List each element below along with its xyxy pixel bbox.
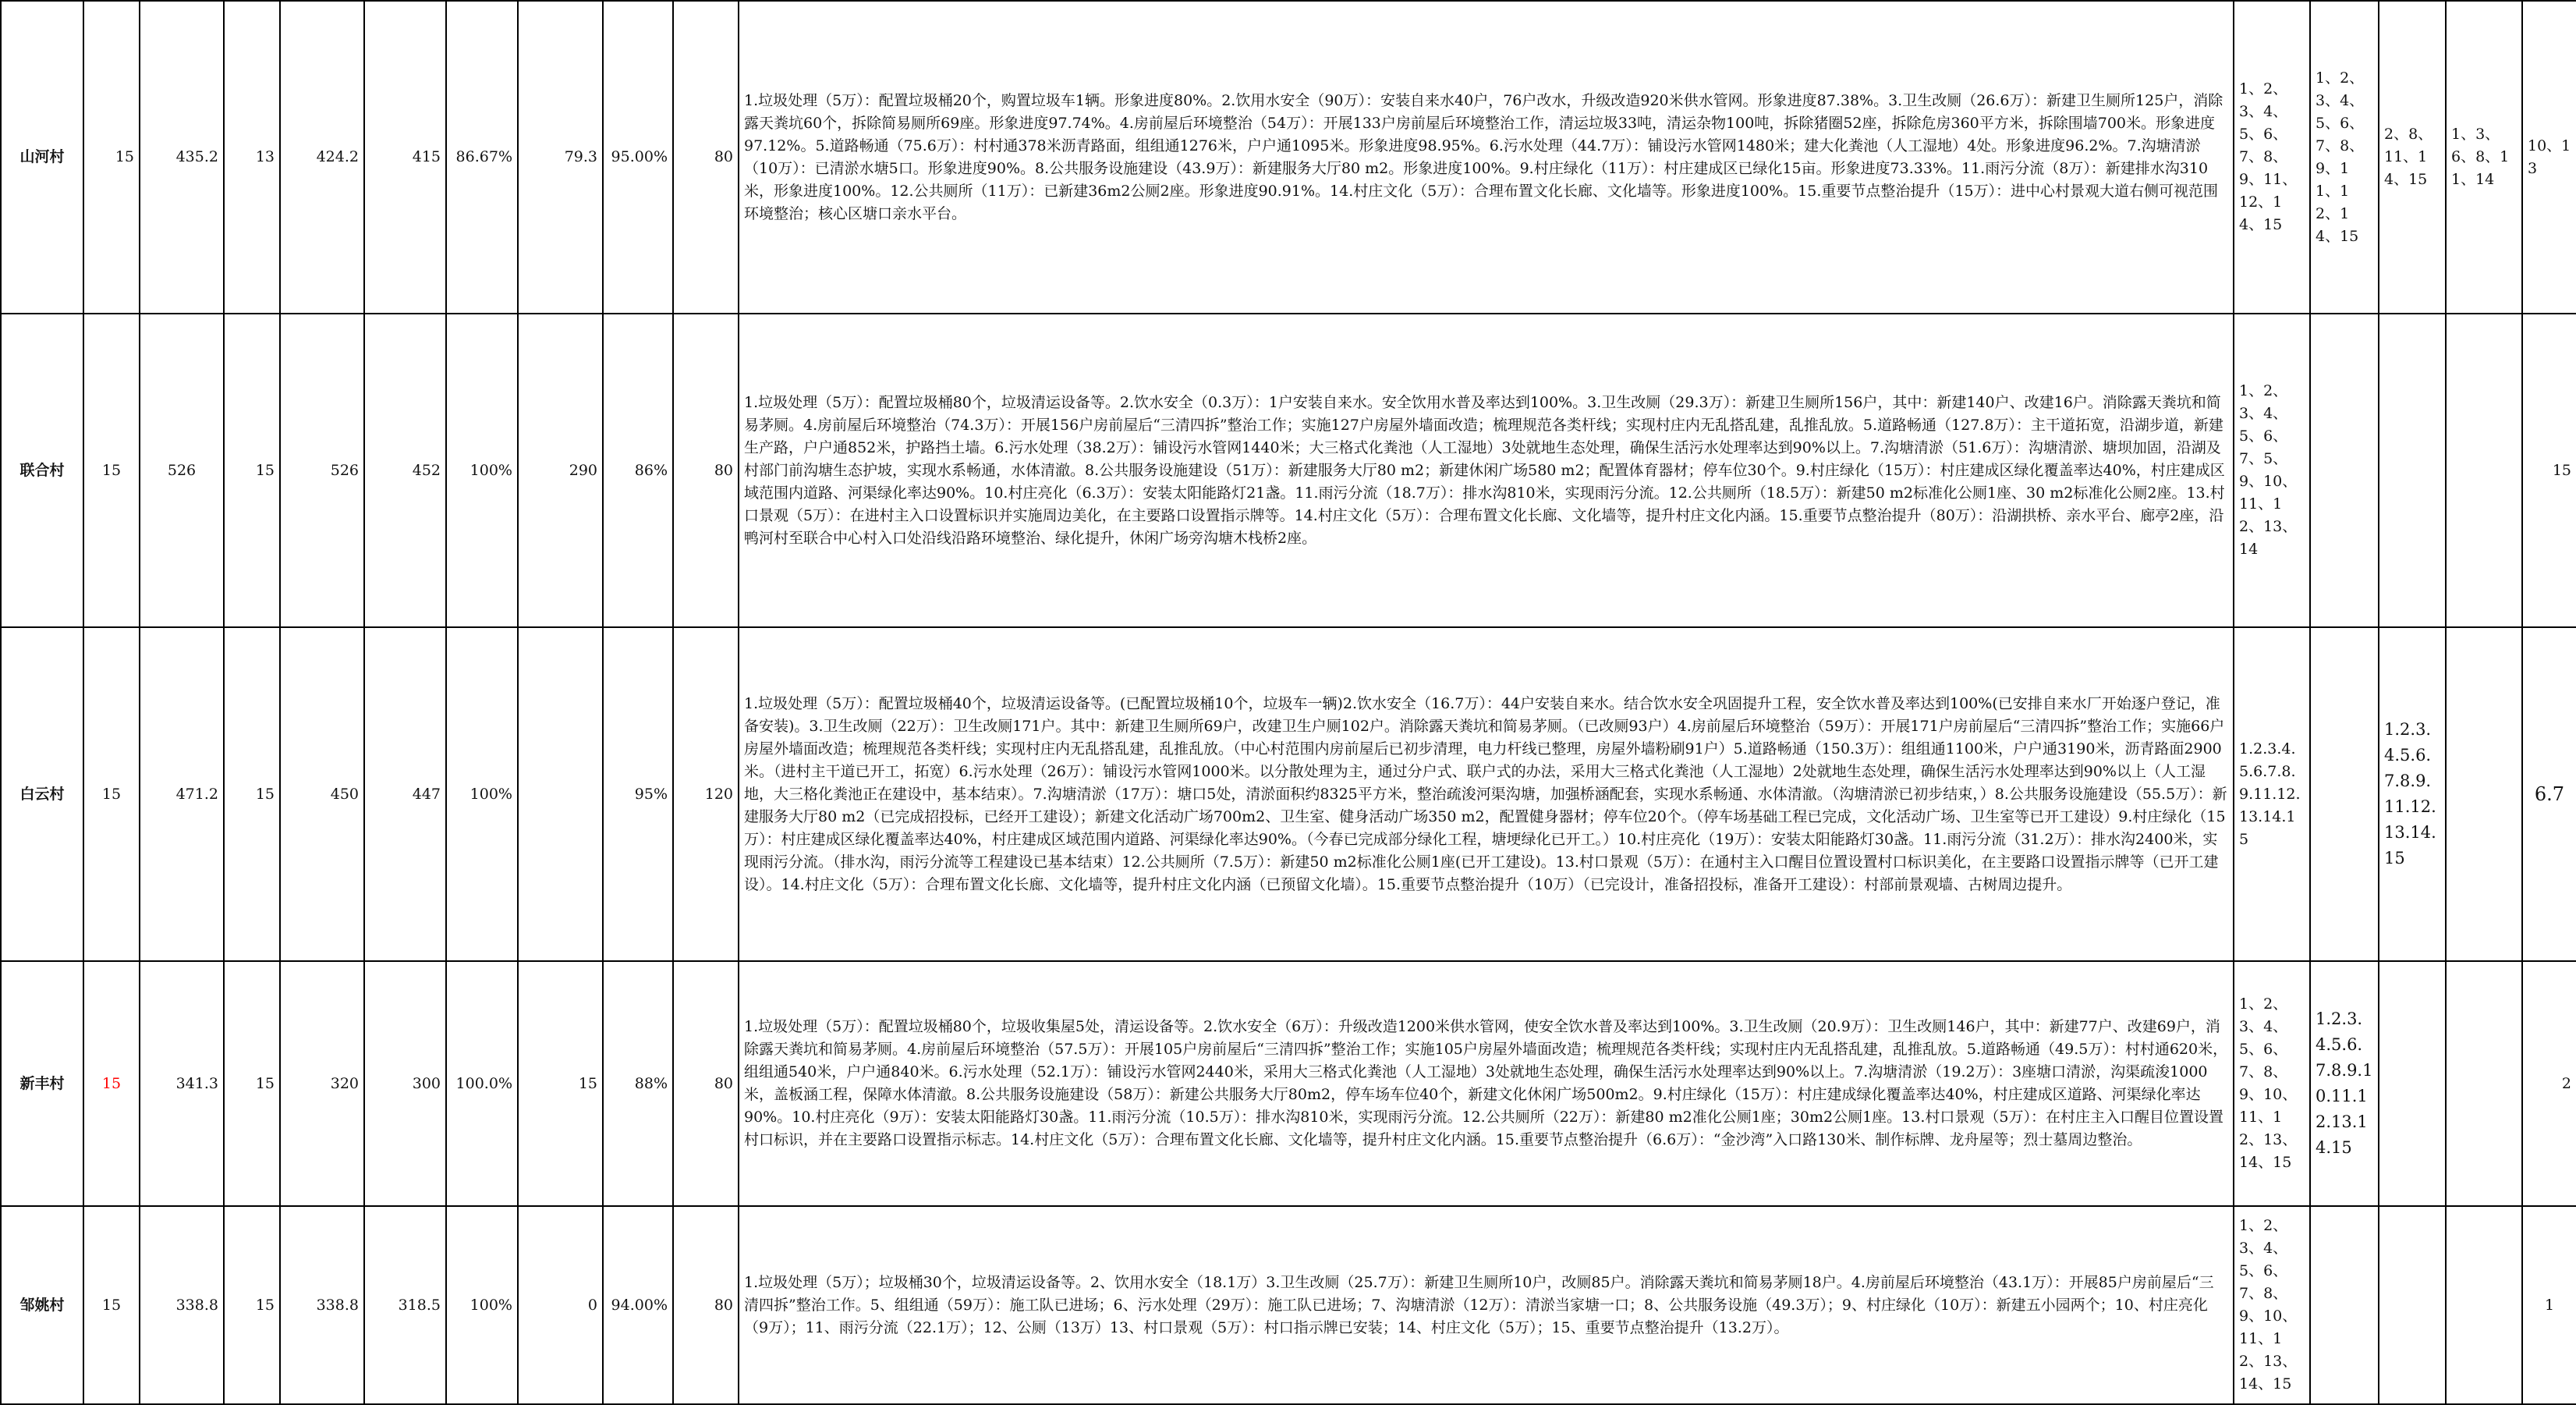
item-list: 1、3、6、8、11、14 <box>2446 1 2522 314</box>
item-list: 1、2、3、4、5、6、7、8、9、11、12、14、15 <box>2310 1 2379 314</box>
table-row <box>1 961 2576 1206</box>
cell-value: 526 <box>140 314 224 627</box>
cell-value: 80 <box>673 1 739 314</box>
village-name: 山河村 <box>1 1 83 314</box>
cell-value: 100% <box>446 1206 518 1404</box>
cell-value: 15 <box>83 1206 140 1404</box>
table-row <box>1 1206 2576 1404</box>
cell-value: 15 <box>518 961 603 1206</box>
project-detail: 1.垃圾处理（5万）：配置垃圾桶40个，垃圾清运设备等。(已配置垃圾桶10个，垃圾车一辆)2.饮水安全（16.7万）：44户安装自来水。结合饮水安全巩固提升工程，安全饮水普及率达到100%(已安排自来水厂开始逐户登记，准备安装)。3.卫生改厕（22万）：卫生改厕171户。其中：新建卫生厕所69户，改建卫生户厕102户。消除露天粪坑和简易茅厕。（已改厕93户）4.房前屋后环境整治（59万）：开展171户房前屋后“三清四拆”整治工作；实施66户房屋外墙面改造；梳理规范各类杆线；实现村庄内无乱搭乱建，乱推乱放。（中心村范围内房前屋后已初步清理，电力杆线已整理，房屋外墙粉刷91户）5.道路畅通（150.3万）：组组通1100米，户户通3190米，沥青路面2900米。（进村主干道已开工，拓宽）6.污水处理（26万）：铺设污水管网1000米。以分散处理为主，通过分户式、联户式的办法，采用大三格式化粪池（人工湿地）2处就地生态处理，确保生活污水处理率达到90%以上（人工湿地，大三格化粪池正在建设中，基本结束）。7.沟塘清淤（17万）：塘口5处，清淤面积约8325平方米，整治疏浚河渠沟塘，加强桥涵配套，实现水系畅通、水体清澈。（沟塘清淤已初步结束，）8.公共服务设施建设（55.5万）：新建服务大厅80 m2（已完成招投标，已经开工建设）；新建文化活动广场700m2、卫生室、健身活动广场350 m2，配置健身器材；停车位20个。（停车场基础工程已完成，文化活动广场、卫生室等已开工建设）9.村庄绿化（15万）：村庄建成区绿化覆盖率达40%，村庄建成区域范围内道路、河渠绿化率达90%。（今春已完成部分绿化工程，塘埂绿化已开工。）10.村庄亮化（19万）：安装太阳能路灯30盏。11.雨污分流（31.2万）：排水沟2400米，实现雨污分流。（排水沟，雨污分流等工程建设已基本结束）12.公共厕所（7.5万）：新建50 m2标准化公厕1座(已开工建设)。13.村口景观（5万）：在通村主入口醒目位置设置村口标识美化，在主要路口设置指示牌等（已开工建设）。14.村庄文化（5万）：合理布置文化长廊、文化墙等，提升村庄文化内涵（已预留文化墙）。15.重要节点整治提升（10万）（已完设计，准备招投标，准备开工建设）：村部前景观墙、古树周边提升。 <box>739 627 2234 961</box>
item-list <box>2446 961 2522 1206</box>
cell-value: 526 <box>280 314 364 627</box>
cell-value <box>518 627 603 961</box>
cell-value: 86% <box>603 314 673 627</box>
cell-value: 435.2 <box>140 1 224 314</box>
cell-value: 86.67% <box>446 1 518 314</box>
cell-value: 100% <box>446 627 518 961</box>
item-list: 10、13 <box>2522 1 2576 314</box>
item-list: 1.2.3.4.5.6.7.8.9.11.12.13.14.15 <box>2234 627 2310 961</box>
item-list: 6.7 <box>2522 627 2576 961</box>
cell-value: 13 <box>224 1 280 314</box>
cell-value: 95% <box>603 627 673 961</box>
item-list: 1 <box>2522 1206 2576 1404</box>
item-list <box>2310 314 2379 627</box>
table-row <box>1 627 2576 961</box>
cell-value: 80 <box>673 314 739 627</box>
cell-value: 15 <box>224 1206 280 1404</box>
table-row <box>1 314 2576 627</box>
item-list <box>2379 1206 2446 1404</box>
item-list <box>2310 627 2379 961</box>
village-name: 联合村 <box>1 314 83 627</box>
item-list <box>2446 1206 2522 1404</box>
cell-value: 100% <box>446 314 518 627</box>
item-list: 1、2、3、4、5、6、7、8、9、10、11、12、13、14、15 <box>2234 1206 2310 1404</box>
item-list <box>2446 314 2522 627</box>
cell-value-highlighted: 15 <box>83 961 140 1206</box>
cell-value: 120 <box>673 627 739 961</box>
cell-value: 80 <box>673 1206 739 1404</box>
item-list: 1.2.3.4.5.6.7.8.9.10.11.12.13.14.15 <box>2310 961 2379 1206</box>
item-list: 1、2、3、4、5、6、7、5、9、10、11、12、13、14 <box>2234 314 2310 627</box>
cell-value: 79.3 <box>518 1 603 314</box>
cell-value: 450 <box>280 627 364 961</box>
cell-value: 447 <box>364 627 446 961</box>
cell-value: 338.8 <box>140 1206 224 1404</box>
project-detail: 1.垃圾处理（5万）：配置垃圾桶20个，购置垃圾车1辆。形象进度80%。2.饮用水安全（90万）：安装自来水40户，76户改水，升级改造920米供水管网。形象进度87.38%。3.卫生改厕（26.6万）：新建卫生厕所125户，消除露天粪坑60个，拆除简易厕所69座。形象进度97.74%。4.房前屋后环境整治（54万）：开展133户房前屋后环境整治工作，清运垃圾33吨，清运杂物100吨，拆除猪圈52座，拆除危房360平方米，拆除围墙700米。形象进度97.12%。5.道路畅通（75.6万）：村村通378米沥青路面，组组通1276米，户户通1095米。形象进度98.95%。6.污水处理（44.7万）：铺设污水管网1480米；建大化粪池（人工湿地）4处。形象进度96.2%。7.沟塘清淤（10万）：已清淤水塘5口。形象进度90%。8.公共服务设施建设（43.9万）：新建服务大厅80 m2。形象进度100%。9.村庄绿化（11万）：村庄建成区已绿化15亩。形象进度73.33%。11.雨污分流（8万）：新建排水沟310米，形象进度100%。12.公共厕所（11万）：已新建36m2公厕2座。形象进度90.91%。14.村庄文化（5万）：合理布置文化长廊、文化墙等。形象进度100%。15.重要节点整治提升（15万）：进中心村景观大道右侧可视范围环境整治；核心区塘口亲水平台。 <box>739 1 2234 314</box>
item-list <box>2446 627 2522 961</box>
item-list: 15 <box>2522 314 2576 627</box>
cell-value: 341.3 <box>140 961 224 1206</box>
cell-value: 80 <box>673 961 739 1206</box>
project-detail: 1.垃圾处理（5万）：配置垃圾桶80个，垃圾清运设备等。2.饮水安全（0.3万）：1户安装自来水。安全饮用水普及率达到100%。3.卫生改厕（29.3万）：新建卫生厕所156户，其中：新建140户、改建16户。消除露天粪坑和简易茅厕。4.房前屋后环境整治（74.3万）：开展156户房前屋后“三清四拆”整治工作；实施127户房屋外墙面改造；梳理规范各类杆线；实现村庄内无乱搭乱建，乱推乱放。5.道路畅通（127.8万）：主干道拓宽，沿湖步道，新建生产路，户户通852米，护路挡土墙。6.污水处理（38.2万）：铺设污水管网1440米；大三格式化粪池（人工湿地）3处就地生态处理，确保生活污水处理率达到90%以上。7.沟塘清淤（51.6万）：沟塘清淤、塘坝加固，沿湖及村部门前沟塘生态护坡，实现水系畅通，水体清澈。8.公共服务设施建设（51万）：新建服务大厅80 m2；新建休闲广场580 m2；配置体育器材；停车位30个。9.村庄绿化（15万）：村庄建成区绿化覆盖率达40%，村庄建成区域范围内道路、河渠绿化率达90%。10.村庄亮化（6.3万）：安装太阳能路灯21盏。11.雨污分流（18.7万）：排水沟810米，实现雨污分流。12.公共厕所（18.5万）：新建50 m2标准化公厕1座、30 m2标准化公厕2座。13.村口景观（5万）：在进村主入口设置标识并实施周边美化，在主要路口设置指示牌等。14.村庄文化（5万）：合理布置文化长廊、文化墙等，提升村庄文化内涵。15.重要节点整治提升（80万）：沿湖拱桥、亲水平台、廊亭2座，沿鸭河村至联合中心村入口处沿线沿路环境整治、绿化提升，休闲广场旁沟塘木栈桥2座。 <box>739 314 2234 627</box>
item-list: 2、8、11、14、15 <box>2379 1 2446 314</box>
cell-value: 300 <box>364 961 446 1206</box>
cell-value: 0 <box>518 1206 603 1404</box>
project-detail: 1.垃圾处理（5万）：配置垃圾桶80个，垃圾收集屋5处，清运设备等。2.饮水安全（6万）：升级改造1200米供水管网，使安全饮水普及率达到100%。3.卫生改厕（20.9万）：卫生改厕146户，其中：新建77户、改建69户，消除露天粪坑和简易茅厕。4.房前屋后环境整治（57.5万）：开展105户房前屋后“三清四拆”整治工作；实施105户房屋外墙面改造；梳理规范各类杆线；实现村庄内无乱搭乱建，乱推乱放。5.道路畅通（49.5万）：村村通620米，组组通540米，户户通840米。6.污水处理（52.1万）：铺设污水管网2440米，采用大三格式化粪池（人工湿地）3处就地生态处理，确保生活污水处理率达到90%以上。7.沟塘清淤（19.2万）：3座塘口清淤，沟渠疏浚1000米，盖板涵工程，保障水体清澈。8.公共服务设施建设（58万）：新建公共服务大厅80m2，停车场车位40个，新建文化休闲广场500m2。9.村庄绿化（15万）：村庄建成绿化覆盖率达40%，村庄建成区道路、河渠绿化率达90%。10.村庄亮化（9万）：安装太阳能路灯30盏。11.雨污分流（10.5万）：排水沟810米，实现雨污分流。12.公共厕所（22万）：新建80 m2准化公厕1座；30m2公厕1座。13.村口景观（5万）：在村庄主入口醒目位置设置村口标识，并在主要路口设置指示标志。14.村庄文化（5万）：合理布置文化长廊、文化墙等，提升村庄文化内涵。15.重要节点整治提升（6.6万）：“金沙湾”入口路130米、制作标牌、龙舟屋等；烈士墓周边整治。 <box>739 961 2234 1206</box>
table-row <box>1 1 2576 314</box>
project-detail: 1.垃圾处理（5万）；垃圾桶30个，垃圾清运设备等。2、饮用水安全（18.1万）3.卫生改厕（25.7万）：新建卫生厕所10户，改厕85户。消除露天粪坑和简易茅厕18户。4.房前屋后环境整治（43.1万）：开展85户房前屋后“三清四拆”整治工作。5、组组通（59万）：施工队已进场；6、污水处理（29万）：施工队已进场；7、沟塘清淤（12万）：清淤当家塘一口；8、公共服务设施（49.3万）；9、村庄绿化（10万）：新建五小园两个；10、村庄亮化（9万）；11、雨污分流（22.1万）；12、公厕（13万）13、村口景观（5万）：村口指示牌已安装；14、村庄文化（5万）；15、重要节点整治提升（13.2万）。 <box>739 1206 2234 1404</box>
cell-value: 290 <box>518 314 603 627</box>
cell-value: 95.00% <box>603 1 673 314</box>
item-list <box>2379 961 2446 1206</box>
cell-value: 15 <box>224 314 280 627</box>
item-list: 1、2、3、4、5、6、7、8、9、10、11、12、13、14、15 <box>2234 961 2310 1206</box>
cell-value: 338.8 <box>280 1206 364 1404</box>
item-list: 1、2、3、4、5、6、7、8、9、11、12、14、15 <box>2234 1 2310 314</box>
cell-value: 15 <box>83 1 140 314</box>
village-name: 邹姚村 <box>1 1206 83 1404</box>
cell-value: 15 <box>224 627 280 961</box>
cell-value: 100.0% <box>446 961 518 1206</box>
cell-value: 15 <box>224 961 280 1206</box>
cell-value: 15 <box>83 627 140 961</box>
cell-value: 94.00% <box>603 1206 673 1404</box>
item-list: 2 <box>2522 961 2576 1206</box>
cell-value: 471.2 <box>140 627 224 961</box>
village-name: 新丰村 <box>1 961 83 1206</box>
item-list <box>2310 1206 2379 1404</box>
cell-value: 424.2 <box>280 1 364 314</box>
cell-value: 318.5 <box>364 1206 446 1404</box>
cell-value: 452 <box>364 314 446 627</box>
village-name: 白云村 <box>1 627 83 961</box>
item-list <box>2379 314 2446 627</box>
cell-value: 320 <box>280 961 364 1206</box>
item-list: 1.2.3.4.5.6.7.8.9.11.12.13.14.15 <box>2379 627 2446 961</box>
cell-value: 88% <box>603 961 673 1206</box>
cell-value: 415 <box>364 1 446 314</box>
cell-value: 15 <box>83 314 140 627</box>
